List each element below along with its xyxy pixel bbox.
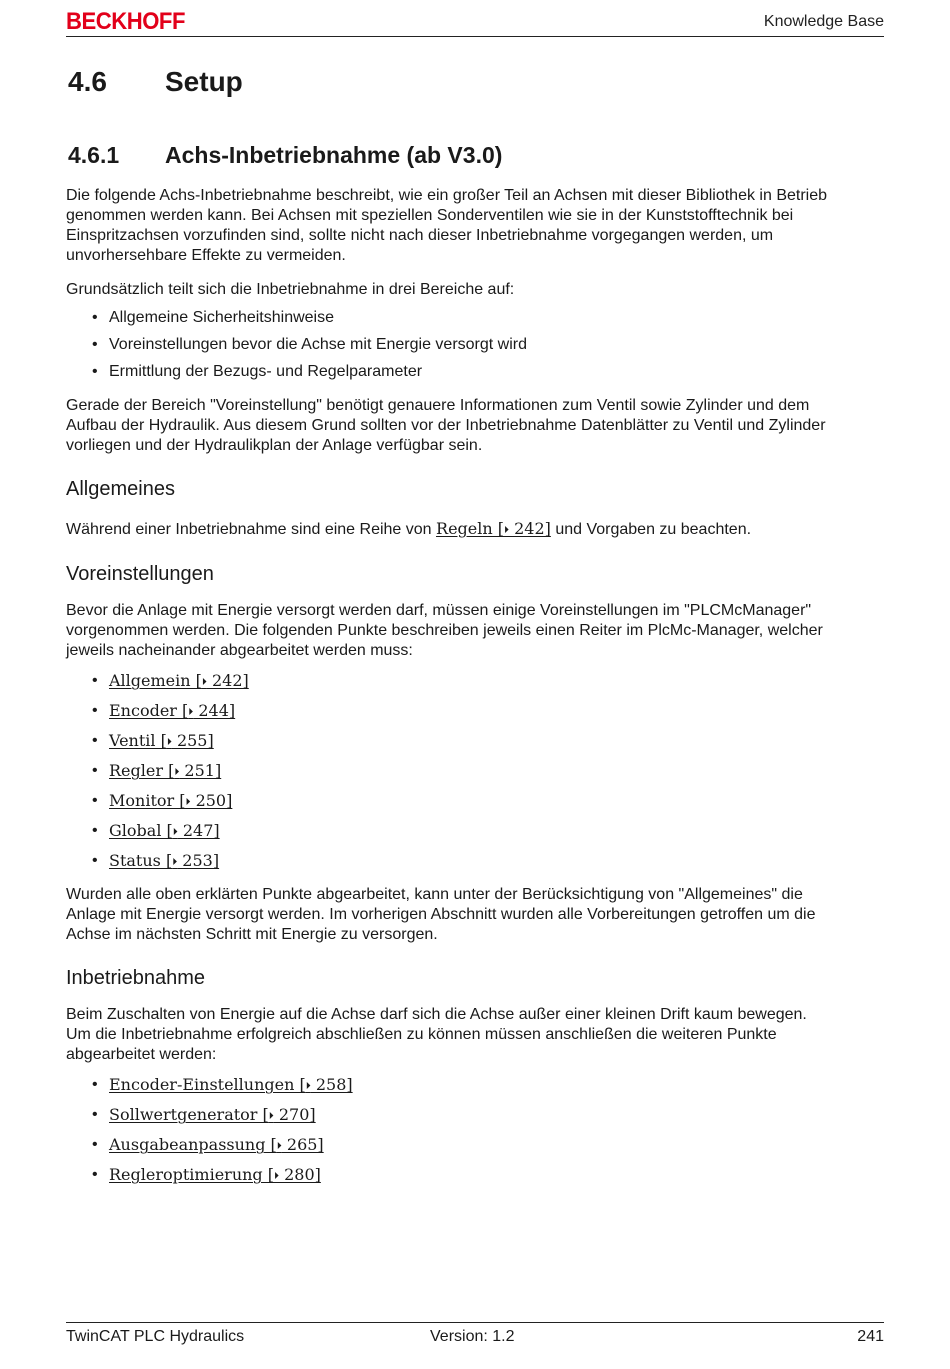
link-encoder-einstellungen[interactable] <box>109 1075 353 1094</box>
arrow-right-icon: ⏵ <box>188 707 194 718</box>
text-line: Aufbau der Hydraulik. Aus diesem Grund sollten vor der Inbetriebnahme Datenblätter zu Ventil und Zylinder <box>66 417 826 434</box>
link-page: 250] <box>190 791 233 810</box>
text-line: Die folgende Achs-Inbetriebnahme beschreibt, wie ein großer Teil an Achsen mit dieser Bibliothek in Betrieb <box>66 187 828 204</box>
list-item <box>92 1135 353 1165</box>
link-page: 280] <box>279 1165 321 1184</box>
text-line: genommen werden kann. Bei Achsen mit speziellen Sonderventilen wie sie in der Kunststofftechnik bei <box>66 207 794 224</box>
intro-paragraph <box>66 186 886 266</box>
list-item <box>92 791 249 821</box>
text-line: vorgenommen werden. Die folgenden Punkte beschreiben jeweils einen Reiter im PlcMc-Manager, welcher <box>66 622 823 639</box>
bereiche-list <box>92 308 527 389</box>
list-item <box>92 761 249 791</box>
link-ausgabeanpassung[interactable] <box>109 1135 324 1154</box>
link-regleroptimierung[interactable] <box>109 1165 321 1184</box>
list-item: • Allgemeine Sicherheitshinweise <box>92 308 527 335</box>
link-page: 253] <box>177 851 220 870</box>
list-item: • Voreinstellungen bevor die Achse mit Energie versorgt wird <box>92 335 527 362</box>
arrow-right-icon: ⏵ <box>504 525 509 536</box>
text-line: Achse im nächsten Schritt mit Energie zu versorgen. <box>66 926 438 943</box>
footer-version: Version: 1.2 <box>430 1328 515 1345</box>
arrow-right-icon: ⏵ <box>268 1111 274 1122</box>
link-page: 251] <box>179 761 222 780</box>
heading-inbetriebnahme: Inbetriebnahme <box>66 967 205 989</box>
list-item: • Ermittlung der Bezugs- und Regelparameter <box>92 362 527 389</box>
list-item <box>92 821 249 851</box>
text-line: abgearbeitet werden: <box>66 1046 217 1063</box>
link-regeln[interactable] <box>436 519 551 538</box>
list-item <box>92 1075 353 1105</box>
subheading-number: 4.6.1 <box>68 142 120 168</box>
link-label: Regeln [ <box>436 519 504 538</box>
link-page: 255] <box>171 731 214 750</box>
text-line: Um die Inbetriebnahme erfolgreich abschließen zu können müssen anschließen die weiteren Punkte <box>66 1026 777 1043</box>
list-item <box>92 1105 353 1135</box>
list-item <box>92 731 249 761</box>
grund-paragraph: Grundsätzlich teilt sich die Inbetriebnahme in drei Bereiche auf: <box>66 281 515 298</box>
arrow-right-icon: ⏵ <box>276 1141 282 1152</box>
link-ventil[interactable] <box>109 731 214 750</box>
link-global[interactable] <box>109 821 220 840</box>
link-label: Ventil [ <box>109 731 167 750</box>
link-label: Status [ <box>109 851 173 870</box>
heading-voreinstellungen: Voreinstellungen <box>66 563 214 585</box>
voreinstellungen-links <box>92 671 249 881</box>
link-label: Regleroptimierung [ <box>109 1165 274 1184</box>
link-encoder[interactable] <box>109 701 235 720</box>
voreinstellungen-after-paragraph <box>66 885 886 945</box>
heading-title: Setup <box>165 66 243 97</box>
arrow-right-icon: ⏵ <box>166 737 172 748</box>
text-line: jeweils nacheinander abgearbeitet werden muss: <box>66 642 413 659</box>
link-page: 247] <box>177 821 220 840</box>
link-status[interactable] <box>109 851 219 870</box>
link-label: Encoder [ <box>109 701 189 720</box>
heading-section <box>68 66 243 98</box>
link-page: 270] <box>273 1105 316 1124</box>
text-line: Wurden alle oben erklärten Punkte abgearbeitet, kann unter der Berücksichtigung von "Allgemeines" die <box>66 886 803 903</box>
heading-number: 4.6 <box>68 66 107 97</box>
link-label: Monitor [ <box>109 791 186 810</box>
arrow-right-icon: ⏵ <box>305 1081 311 1092</box>
footer-page-number: 241 <box>857 1328 884 1345</box>
text-span: Während einer Inbetriebnahme sind eine Reihe von <box>66 521 437 538</box>
inbetriebnahme-links <box>92 1075 353 1195</box>
heading-subsection <box>68 142 502 169</box>
list-item <box>92 1165 353 1195</box>
arrow-right-icon: ⏵ <box>174 767 180 778</box>
text-span: und Vorgaben zu beachten. <box>550 521 752 538</box>
heading-allgemeines: Allgemeines <box>66 478 175 500</box>
footer-product: TwinCAT PLC Hydraulics <box>66 1328 245 1345</box>
text-line: vorliegen und der Hydraulikplan der Anlage verfügbar sein. <box>66 437 483 454</box>
link-page: 244] <box>193 701 236 720</box>
link-allgemein[interactable] <box>109 671 249 690</box>
link-label: Sollwertgenerator [ <box>109 1105 269 1124</box>
inbetriebnahme-paragraph <box>66 1005 886 1065</box>
page-footer <box>66 1322 884 1353</box>
section-label: Knowledge Base <box>763 13 884 30</box>
arrow-right-icon: ⏵ <box>201 677 207 688</box>
link-regler[interactable] <box>109 761 221 780</box>
link-monitor[interactable] <box>109 791 232 810</box>
link-page: 258] <box>310 1075 353 1094</box>
arrow-right-icon: ⏵ <box>274 1171 279 1182</box>
list-item <box>92 701 249 731</box>
text-line: Anlage mit Energie versorgt werden. Im vorherigen Abschnitt wurden alle Vorbereitungen getroffen um die <box>66 906 816 923</box>
subheading-title: Achs-Inbetriebnahme (ab V3.0) <box>165 142 503 168</box>
text-line: Gerade der Bereich "Voreinstellung" benötigt genauere Informationen zum Ventil sowie Zylinder und dem <box>66 397 810 414</box>
page-header <box>66 6 884 37</box>
arrow-right-icon: ⏵ <box>172 857 178 868</box>
arrow-right-icon: ⏵ <box>185 797 191 808</box>
gerade-paragraph <box>66 396 886 456</box>
text-line: Beim Zuschalten von Energie auf die Achse darf sich die Achse außer einer kleinen Drift kaum bewegen. <box>66 1006 807 1023</box>
beckhoff-logo: BECKHOFF <box>66 8 185 35</box>
link-label: Regler [ <box>109 761 175 780</box>
arrow-right-icon: ⏵ <box>172 827 178 838</box>
link-label: Allgemein [ <box>109 671 202 690</box>
list-item <box>92 671 249 701</box>
link-sollwertgenerator[interactable] <box>109 1105 316 1124</box>
link-page: 242] <box>206 671 249 690</box>
link-label: Encoder-Einstellungen [ <box>109 1075 306 1094</box>
link-label: Global [ <box>109 821 173 840</box>
voreinstellungen-paragraph <box>66 601 886 661</box>
text-line: Einspritzachsen vorzufinden sind, sollte nicht nach dieser Inbetriebnahme vorgegangen werden, um <box>66 227 774 244</box>
link-label: Ausgabeanpassung [ <box>109 1135 277 1154</box>
text-line: Bevor die Anlage mit Energie versorgt werden darf, müssen einige Voreinstellungen im "PLCMcManager" <box>66 602 812 619</box>
text-line: unvorhersehbare Effekte zu vermeiden. <box>66 247 346 264</box>
link-page: 242] <box>509 519 551 538</box>
allgemeines-paragraph <box>66 519 886 541</box>
link-page: 265] <box>281 1135 324 1154</box>
list-item <box>92 851 249 881</box>
